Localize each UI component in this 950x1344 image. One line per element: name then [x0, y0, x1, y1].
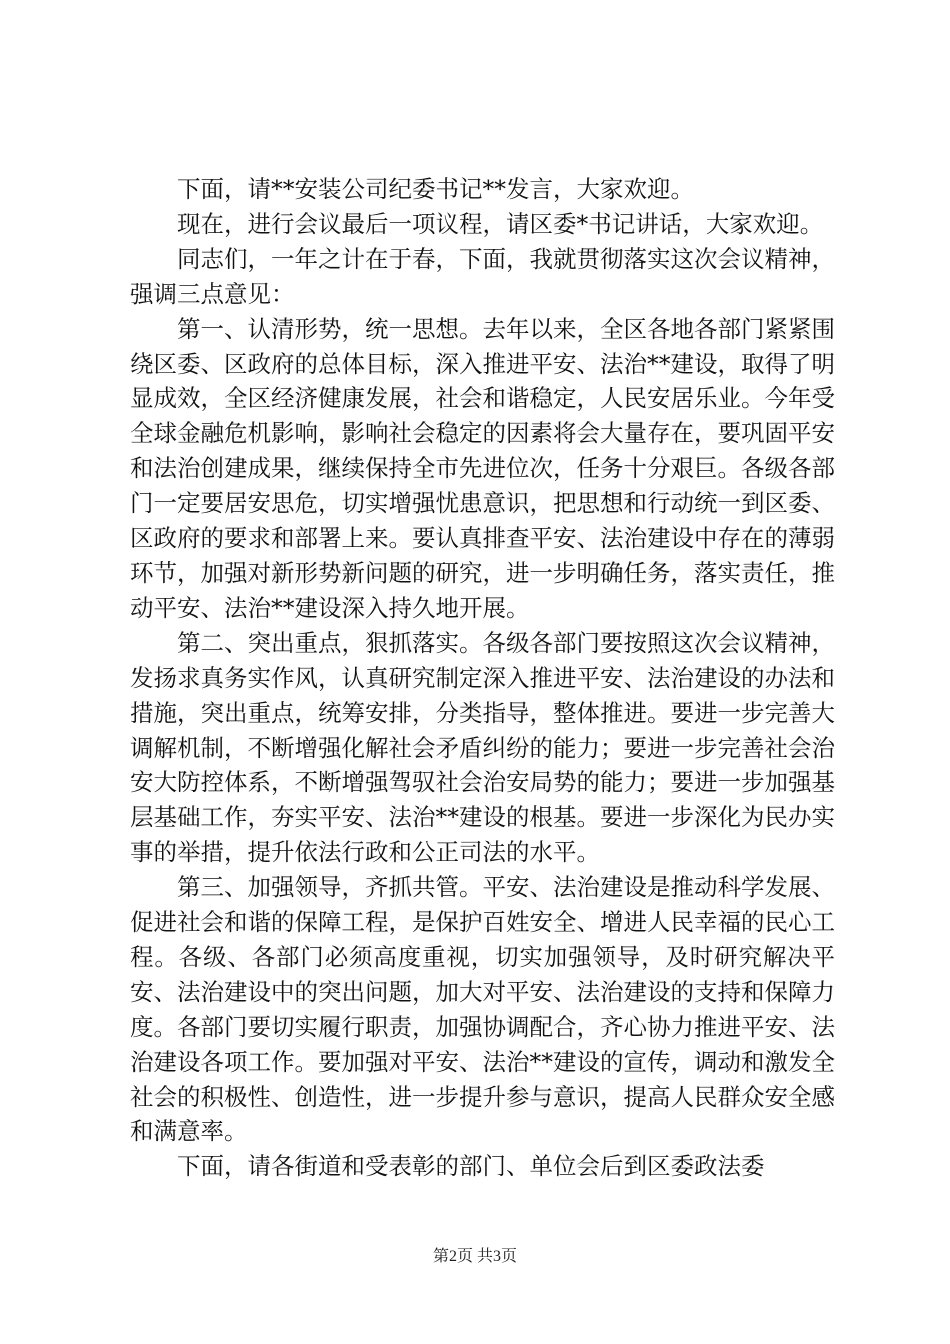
- page-number-footer: 第2页 共3页: [432, 1248, 517, 1265]
- paragraph-6: 第三、加强领导，齐抓共管。平安、法治建设是推动科学发展、促进社会和谐的保障工程，是保护百姓安全、增进人民幸福的民心工程。各级、各部门必须高度重视，切实加强领导，及时研究解决平安、法治建设中的突出问题，加大对平安、法治建设的支持和保障力度。各部门要切实履行职责，加强协调配合，齐心协力推进平安、法治建设各项工作。要加强对平安、法治**建设的宣传，调动和激发全社会的积极性、创造性，进一步提升参与意识，提高人民群众安全感和满意率。: [130, 873, 835, 1146]
- paragraph-3: 同志们，一年之计在于春，下面，我就贯彻落实这次会议精神，强调三点意见：: [130, 244, 835, 308]
- paragraph-2: 现在，进行会议最后一项议程，请区委*书记讲话，大家欢迎。: [177, 209, 824, 238]
- paragraph-7: 下面，请各街道和受表彰的部门、单位会后到区委政法委: [177, 1152, 765, 1181]
- paragraph-5: 第二、突出重点，狠抓落实。各级各部门要按照这次会议精神，发扬求真务实作风，认真研究制定深入推进平安、法治建设的办法和措施，突出重点，统筹安排，分类指导，整体推进。要进一步完善大调解机制，不断增强化解社会矛盾纠纷的能力；要进一步完善社会治安大防控体系，不断增强驾驭社会治安局势的能力；要进一步加强基层基础工作，夯实平安、法治**建设的根基。要进一步深化为民办实事的举措，提升依法行政和公正司法的水平。: [130, 628, 835, 867]
- document-body: [130, 172, 835, 1184]
- paragraph-1: 下面，请**安装公司纪委书记**发言，大家欢迎。: [177, 175, 694, 203]
- paragraph-4: 第一、认清形势，统一思想。去年以来，全区各地各部门紧紧围绕区委、区政府的总体目标，深入推进平安、法治**建设，取得了明显成效，全区经济健康发展，社会和谐稳定，人民安居乐业。今年受全球金融危机影响，影响社会稳定的因素将会大量存在，要巩固平安和法治创建成果，继续保持全市先进位次，任务十分艰巨。各级各部门一定要居安思危，切实增强忧患意识，把思想和行动统一到区委、区政府的要求和部署上来。要认真排查平安、法治建设中存在的薄弱环节，加强对新形势新问题的研究，进一步明确任务，落实责任，推动平安、法治**建设深入持久地开展。: [130, 314, 835, 622]
